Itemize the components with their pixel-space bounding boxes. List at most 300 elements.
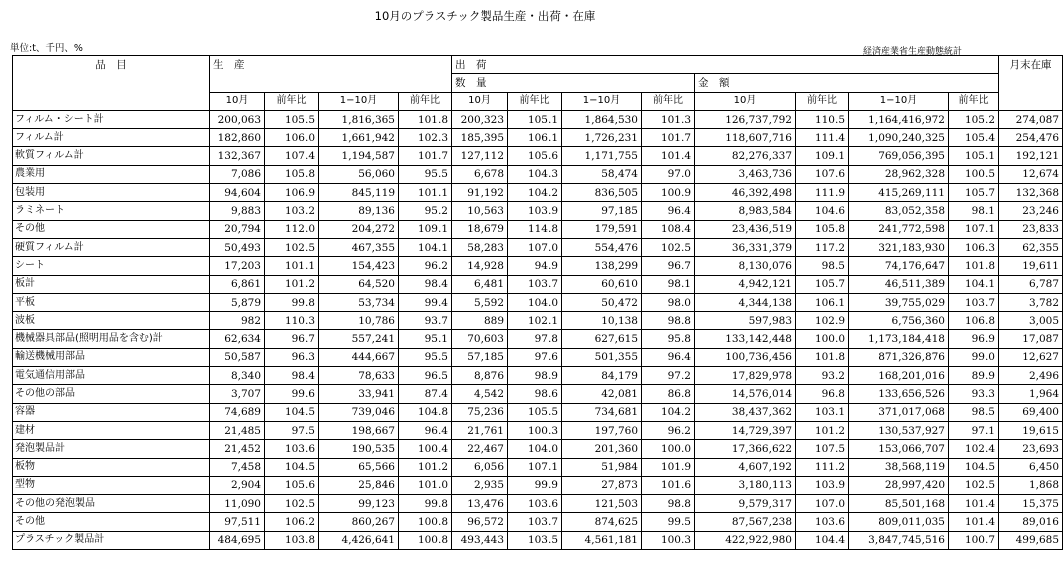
table-cell: 14,928 (452, 257, 508, 275)
table-cell: 53,734 (319, 293, 399, 311)
table-cell: 104.3 (508, 165, 562, 183)
table-cell: 201,360 (562, 440, 642, 458)
table-cell: 99.8 (399, 495, 452, 513)
table-cell: 104.0 (508, 440, 562, 458)
table-cell: 94.9 (508, 257, 562, 275)
table-cell: 62,355 (999, 238, 1063, 256)
table-cell: 105.7 (796, 275, 849, 293)
table-cell: 6,756,360 (849, 312, 949, 330)
table-cell: 2,935 (452, 476, 508, 494)
table-cell: 102.5 (265, 238, 319, 256)
table-cell: 95.8 (642, 330, 695, 348)
table-cell: 557,241 (319, 330, 399, 348)
table-cell: 1,868 (999, 476, 1063, 494)
table-cell: 5,592 (452, 293, 508, 311)
table-cell: 107.0 (796, 495, 849, 513)
table-cell: 102.5 (642, 238, 695, 256)
table-cell: 4,344,138 (695, 293, 796, 311)
table-cell: 97,185 (562, 202, 642, 220)
table-cell: 10,786 (319, 312, 399, 330)
table-cell: 133,142,448 (695, 330, 796, 348)
row-label: 軟質フィルム計 (13, 147, 210, 165)
table-row (13, 513, 1063, 531)
table-cell: 23,246 (999, 202, 1063, 220)
table-row (13, 330, 1063, 348)
table-cell: 42,081 (562, 385, 642, 403)
table-cell: 1,164,416,972 (849, 110, 949, 128)
table-cell: 23,833 (999, 220, 1063, 238)
table-cell: 99.5 (642, 513, 695, 531)
table-cell: 97.6 (508, 348, 562, 366)
table-cell: 112.0 (265, 220, 319, 238)
table-cell: 14,729,397 (695, 421, 796, 439)
row-label: 輸送機械用部品 (13, 348, 210, 366)
table-cell: 6,787 (999, 275, 1063, 293)
table-row (13, 202, 1063, 220)
table-cell: 6,481 (452, 275, 508, 293)
table-cell: 101.3 (642, 110, 695, 128)
table-cell: 38,437,362 (695, 403, 796, 421)
table-cell: 111.9 (796, 184, 849, 202)
table-cell: 105.1 (949, 147, 999, 165)
table-cell: 89.9 (949, 367, 999, 385)
table-cell: 103.8 (265, 531, 319, 549)
table-cell: 554,476 (562, 238, 642, 256)
table-cell: 109.1 (399, 220, 452, 238)
row-label: 建材 (13, 421, 210, 439)
table-cell: 809,011,035 (849, 513, 949, 531)
table-cell: 1,194,587 (319, 147, 399, 165)
source-note: 経済産業省生産動態統計 (862, 47, 962, 57)
table-cell: 98.8 (642, 495, 695, 513)
table-cell: 96.9 (949, 330, 999, 348)
table-cell: 106.1 (508, 129, 562, 147)
table-cell: 100.0 (642, 440, 695, 458)
table-cell: 6,678 (452, 165, 508, 183)
table-cell: 3,707 (210, 385, 265, 403)
table-cell: 103.9 (508, 202, 562, 220)
header-shipment: 出 荷 (452, 56, 999, 74)
row-label: ラミネート (13, 202, 210, 220)
table-cell: 107.1 (949, 220, 999, 238)
table-cell: 21,452 (210, 440, 265, 458)
table-cell: 94,604 (210, 184, 265, 202)
table-cell: 98.0 (642, 293, 695, 311)
row-label: 包装用 (13, 184, 210, 202)
table-cell: 36,331,379 (695, 238, 796, 256)
table-cell: 20,794 (210, 220, 265, 238)
table-cell: 102.1 (508, 312, 562, 330)
header-amount: 金 額 (695, 74, 999, 92)
table-cell: 86.8 (642, 385, 695, 403)
row-label: 型物 (13, 476, 210, 494)
table-cell: 98.6 (508, 385, 562, 403)
row-label: プラスチック製品計 (13, 531, 210, 549)
table-cell: 190,535 (319, 440, 399, 458)
table-cell: 200,063 (210, 110, 265, 128)
table-cell: 114.8 (508, 220, 562, 238)
table-cell: 118,607,716 (695, 129, 796, 147)
table-cell: 444,667 (319, 348, 399, 366)
table-cell: 4,426,641 (319, 531, 399, 549)
header-qty-jan-oct: 1−10月 (562, 92, 642, 110)
table-cell: 23,436,519 (695, 220, 796, 238)
table-cell: 11,090 (210, 495, 265, 513)
table-cell: 28,997,420 (849, 476, 949, 494)
table-cell: 64,520 (319, 275, 399, 293)
table-cell: 4,607,192 (695, 458, 796, 476)
header-qty-jan-oct-yoy: 前年比 (642, 92, 695, 110)
table-row (13, 421, 1063, 439)
table-cell: 103.7 (508, 275, 562, 293)
table-cell: 105.5 (508, 403, 562, 421)
table-cell: 422,922,980 (695, 531, 796, 549)
table-cell: 17,087 (999, 330, 1063, 348)
table-cell: 103.2 (265, 202, 319, 220)
table-cell: 101.8 (949, 257, 999, 275)
table-cell: 254,476 (999, 129, 1063, 147)
table-cell: 5,879 (210, 293, 265, 311)
table-cell: 8,340 (210, 367, 265, 385)
table-cell: 10,563 (452, 202, 508, 220)
table-cell: 95.5 (399, 348, 452, 366)
table-cell: 98.4 (265, 367, 319, 385)
table-row (13, 220, 1063, 238)
table-cell: 168,201,016 (849, 367, 949, 385)
table-cell: 96.5 (399, 367, 452, 385)
row-label: その他の発泡製品 (13, 495, 210, 513)
table-cell: 23,693 (999, 440, 1063, 458)
table-cell: 50,493 (210, 238, 265, 256)
table-cell: 98.9 (508, 367, 562, 385)
table-cell: 75,236 (452, 403, 508, 421)
table-cell: 78,633 (319, 367, 399, 385)
table-cell: 99.9 (508, 476, 562, 494)
table-cell: 107.0 (508, 238, 562, 256)
table-cell: 97.8 (508, 330, 562, 348)
table-row (13, 476, 1063, 494)
table-cell: 74,176,647 (849, 257, 949, 275)
table-cell: 101.0 (399, 476, 452, 494)
table-cell: 104.2 (642, 403, 695, 421)
table-cell: 197,760 (562, 421, 642, 439)
table-cell: 101.4 (642, 147, 695, 165)
row-label: 容器 (13, 403, 210, 421)
table-cell: 874,625 (562, 513, 642, 531)
table-cell: 1,864,530 (562, 110, 642, 128)
table-cell: 110.5 (796, 110, 849, 128)
table-cell: 117.2 (796, 238, 849, 256)
table-cell: 17,203 (210, 257, 265, 275)
table-cell: 101.9 (642, 458, 695, 476)
table-cell: 102.5 (265, 495, 319, 513)
table-cell: 50,587 (210, 348, 265, 366)
statistics-table (12, 55, 1063, 550)
table-cell: 105.1 (508, 110, 562, 128)
table-row (13, 147, 1063, 165)
table-cell: 133,656,526 (849, 385, 949, 403)
table-cell: 102.9 (796, 312, 849, 330)
table-cell: 182,860 (210, 129, 265, 147)
table-cell: 111.4 (796, 129, 849, 147)
table-cell: 51,984 (562, 458, 642, 476)
table-cell: 241,772,598 (849, 220, 949, 238)
table-cell: 96.3 (265, 348, 319, 366)
table-cell: 4,561,181 (562, 531, 642, 549)
table-cell: 17,829,978 (695, 367, 796, 385)
table-cell: 60,610 (562, 275, 642, 293)
header-quantity: 数 量 (452, 74, 695, 92)
table-cell: 96.8 (796, 385, 849, 403)
table-cell: 12,674 (999, 165, 1063, 183)
table-cell: 108.4 (642, 220, 695, 238)
table-cell: 100.3 (508, 421, 562, 439)
table-cell: 3,463,736 (695, 165, 796, 183)
row-label: 機械器具部品(照明用品を含む)計 (13, 330, 210, 348)
table-cell: 101.7 (642, 129, 695, 147)
table-row (13, 348, 1063, 366)
header-item: 品 目 (13, 56, 210, 74)
table-cell: 103.6 (508, 495, 562, 513)
table-cell: 56,060 (319, 165, 399, 183)
table-cell: 132,367 (210, 147, 265, 165)
table-cell: 8,983,584 (695, 202, 796, 220)
table-cell: 9,883 (210, 202, 265, 220)
table-cell: 18,679 (452, 220, 508, 238)
table-cell: 70,603 (452, 330, 508, 348)
table-cell: 860,267 (319, 513, 399, 531)
table-cell: 95.2 (399, 202, 452, 220)
table-row (13, 110, 1063, 128)
row-label: 農業用 (13, 165, 210, 183)
table-cell: 97.0 (642, 165, 695, 183)
header-stock-spacer2 (999, 92, 1063, 110)
table-cell: 95.5 (399, 165, 452, 183)
table-cell: 739,046 (319, 403, 399, 421)
table-cell: 501,355 (562, 348, 642, 366)
row-label: シート (13, 257, 210, 275)
table-cell: 103.6 (796, 513, 849, 531)
table-cell: 103.9 (796, 476, 849, 494)
table-cell: 99.8 (265, 293, 319, 311)
table-cell: 14,576,014 (695, 385, 796, 403)
table-cell: 100.8 (399, 531, 452, 549)
row-label: その他 (13, 220, 210, 238)
table-row (13, 184, 1063, 202)
table-cell: 96.7 (265, 330, 319, 348)
table-cell: 99.6 (265, 385, 319, 403)
table-cell: 127,112 (452, 147, 508, 165)
table-cell: 103.6 (265, 440, 319, 458)
table-cell: 3,180,113 (695, 476, 796, 494)
table-cell: 82,276,337 (695, 147, 796, 165)
table-cell: 96.4 (642, 202, 695, 220)
table-cell: 93.3 (949, 385, 999, 403)
table-cell: 105.2 (949, 110, 999, 128)
table-cell: 100.8 (399, 513, 452, 531)
table-cell: 106.3 (949, 238, 999, 256)
row-label: フィルム・シート計 (13, 110, 210, 128)
table-row (13, 293, 1063, 311)
header-prod-jan-oct: 1−10月 (319, 92, 399, 110)
table-row (13, 367, 1063, 385)
table-cell: 845,119 (319, 184, 399, 202)
table-cell: 103.7 (949, 293, 999, 311)
table-cell: 101.4 (949, 513, 999, 531)
table-cell: 98.4 (399, 275, 452, 293)
table-cell: 101.2 (265, 275, 319, 293)
table-cell: 204,272 (319, 220, 399, 238)
table-cell: 105.4 (949, 129, 999, 147)
table-cell: 96.2 (399, 257, 452, 275)
table-cell: 889 (452, 312, 508, 330)
table-cell: 3,847,745,516 (849, 531, 949, 549)
table-cell: 3,782 (999, 293, 1063, 311)
table-cell: 62,634 (210, 330, 265, 348)
table-cell: 110.3 (265, 312, 319, 330)
table-cell: 499,685 (999, 531, 1063, 549)
row-label: 電気通信用部品 (13, 367, 210, 385)
table-cell: 484,695 (210, 531, 265, 549)
table-cell: 102.3 (399, 129, 452, 147)
table-cell: 105.6 (265, 476, 319, 494)
table-cell: 101.6 (642, 476, 695, 494)
table-cell: 4,542 (452, 385, 508, 403)
table-cell: 101.7 (399, 147, 452, 165)
table-cell: 58,474 (562, 165, 642, 183)
table-cell: 100.3 (642, 531, 695, 549)
row-label: 発泡製品計 (13, 440, 210, 458)
table-cell: 1,726,231 (562, 129, 642, 147)
table-cell: 105.6 (508, 147, 562, 165)
table-cell: 467,355 (319, 238, 399, 256)
table-cell: 100,736,456 (695, 348, 796, 366)
table-cell: 106.8 (949, 312, 999, 330)
table-cell: 87,567,238 (695, 513, 796, 531)
table-cell: 97.2 (642, 367, 695, 385)
header-item-spacer (13, 74, 210, 92)
table-cell: 982 (210, 312, 265, 330)
table-cell: 179,591 (562, 220, 642, 238)
table-cell: 65,566 (319, 458, 399, 476)
table-cell: 2,496 (999, 367, 1063, 385)
header-qty-oct: 10月 (452, 92, 508, 110)
table-cell: 28,962,328 (849, 165, 949, 183)
table-cell: 101.4 (949, 495, 999, 513)
table-cell: 27,873 (562, 476, 642, 494)
table-row (13, 165, 1063, 183)
table-cell: 121,503 (562, 495, 642, 513)
table-cell: 101.2 (796, 421, 849, 439)
table-cell: 93.2 (796, 367, 849, 385)
table-cell: 415,269,111 (849, 184, 949, 202)
table-cell: 104.5 (949, 458, 999, 476)
table-cell: 138,299 (562, 257, 642, 275)
row-label: 板物 (13, 458, 210, 476)
table-cell: 7,458 (210, 458, 265, 476)
table-cell: 107.4 (265, 147, 319, 165)
row-label: 平板 (13, 293, 210, 311)
table-cell: 6,056 (452, 458, 508, 476)
header-production-spacer (210, 74, 452, 92)
table-cell: 91,192 (452, 184, 508, 202)
table-cell: 33,941 (319, 385, 399, 403)
header-amt-oct: 10月 (695, 92, 796, 110)
table-cell: 105.8 (265, 165, 319, 183)
table-row (13, 238, 1063, 256)
table-cell: 107.5 (796, 440, 849, 458)
table-cell: 96.2 (642, 421, 695, 439)
table-cell: 111.2 (796, 458, 849, 476)
table-cell: 22,467 (452, 440, 508, 458)
table-cell: 104.5 (265, 458, 319, 476)
table-cell: 84,179 (562, 367, 642, 385)
table-cell: 109.1 (796, 147, 849, 165)
table-cell: 13,476 (452, 495, 508, 513)
table-cell: 130,537,927 (849, 421, 949, 439)
table-cell: 89,136 (319, 202, 399, 220)
table-cell: 104.6 (796, 202, 849, 220)
table-cell: 98.5 (949, 403, 999, 421)
table-cell: 58,283 (452, 238, 508, 256)
table-row (13, 129, 1063, 147)
table-cell: 100.9 (642, 184, 695, 202)
table-cell: 200,323 (452, 110, 508, 128)
table-cell: 74,689 (210, 403, 265, 421)
table-cell: 154,423 (319, 257, 399, 275)
table-cell: 101.8 (796, 348, 849, 366)
table-cell: 106.0 (265, 129, 319, 147)
table-cell: 98.5 (796, 257, 849, 275)
table-cell: 1,661,942 (319, 129, 399, 147)
table-cell: 50,472 (562, 293, 642, 311)
table-cell: 98.1 (642, 275, 695, 293)
table-cell: 96.7 (642, 257, 695, 275)
table-cell: 321,183,930 (849, 238, 949, 256)
table-cell: 132,368 (999, 184, 1063, 202)
table-cell: 39,755,029 (849, 293, 949, 311)
table-cell: 96.4 (399, 421, 452, 439)
table-cell: 102.5 (949, 476, 999, 494)
table-cell: 97.5 (265, 421, 319, 439)
table-cell: 89,016 (999, 513, 1063, 531)
table-cell: 99.0 (949, 348, 999, 366)
table-cell: 105.8 (796, 220, 849, 238)
table-cell: 21,761 (452, 421, 508, 439)
table-cell: 69,400 (999, 403, 1063, 421)
table-row (13, 440, 1063, 458)
table-cell: 97,511 (210, 513, 265, 531)
table-cell: 627,615 (562, 330, 642, 348)
table-cell: 1,173,184,418 (849, 330, 949, 348)
table-cell: 38,568,119 (849, 458, 949, 476)
table-cell: 1,171,755 (562, 147, 642, 165)
table-cell: 274,087 (999, 110, 1063, 128)
table-cell: 99.4 (399, 293, 452, 311)
table-cell: 100.7 (949, 531, 999, 549)
table-cell: 126,737,792 (695, 110, 796, 128)
table-row (13, 403, 1063, 421)
table-cell: 46,392,498 (695, 184, 796, 202)
header-stock-spacer (999, 74, 1063, 92)
table-cell: 192,121 (999, 147, 1063, 165)
table-cell: 1,090,240,325 (849, 129, 949, 147)
table-cell: 107.1 (508, 458, 562, 476)
unit-note: 単位:t、千円、% (10, 43, 83, 54)
table-cell: 198,667 (319, 421, 399, 439)
row-label: フィルム計 (13, 129, 210, 147)
table-cell: 871,326,876 (849, 348, 949, 366)
